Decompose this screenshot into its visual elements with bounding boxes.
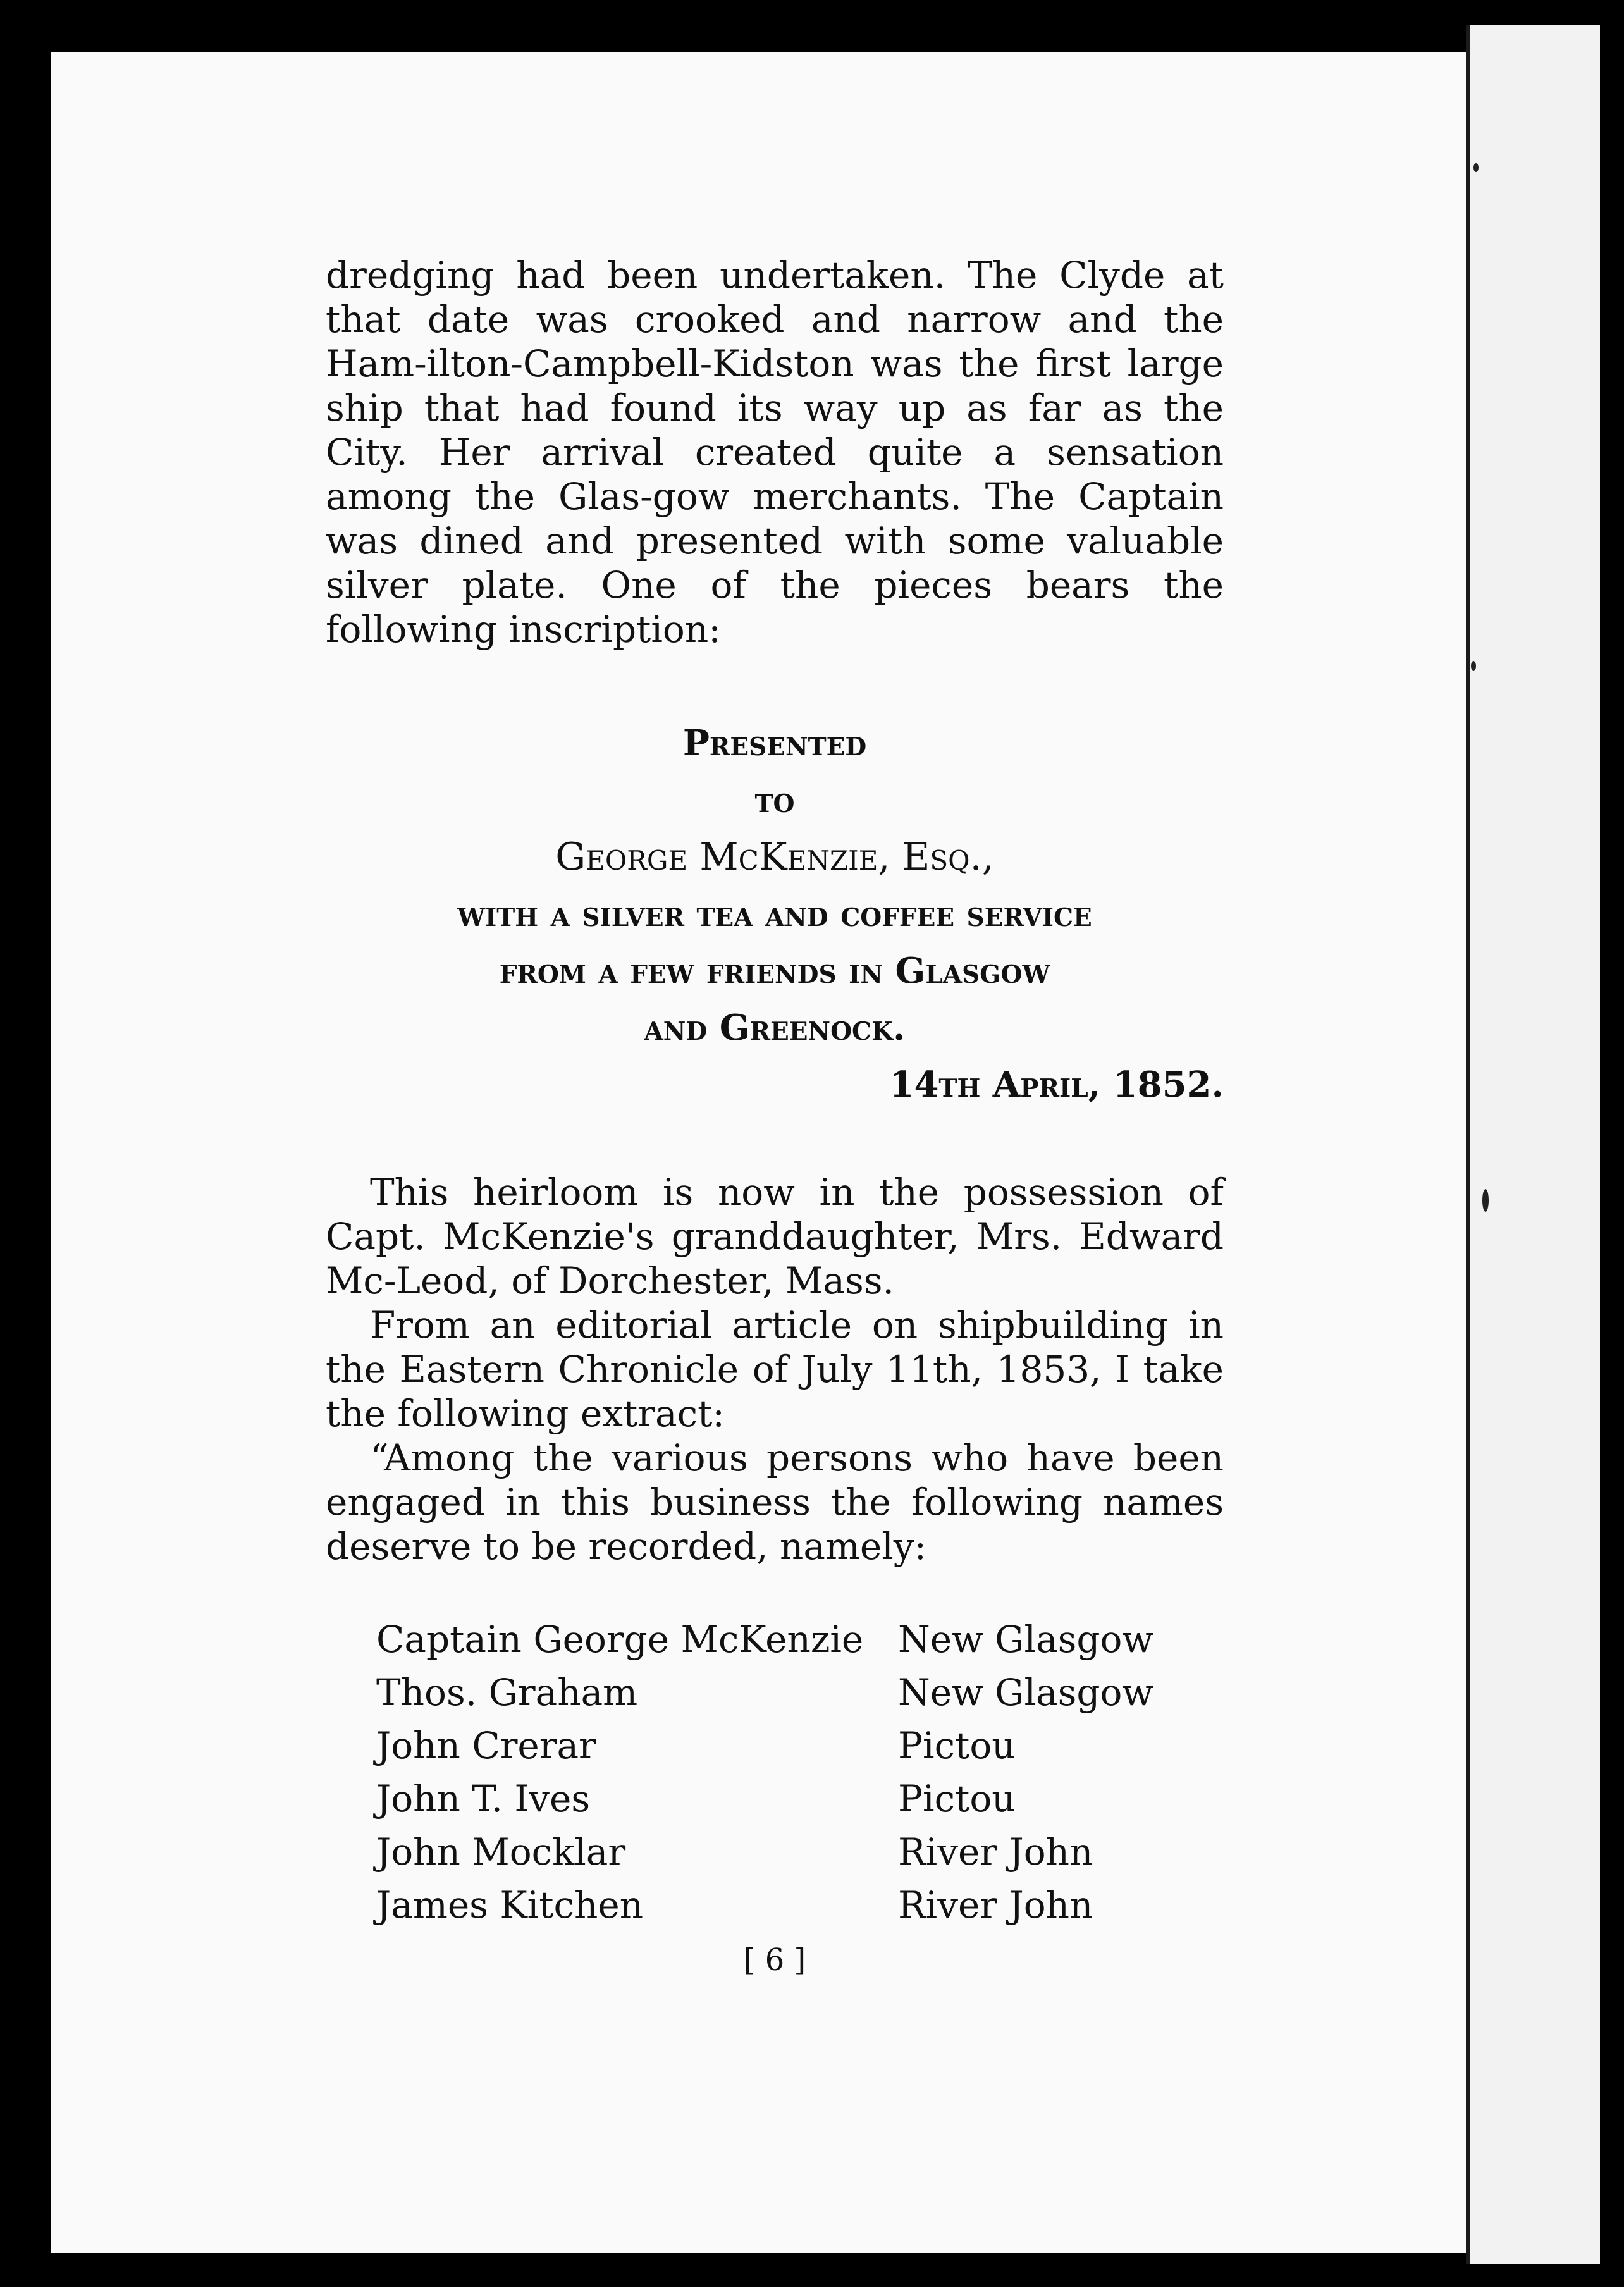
paragraph-heirloom: This heirloom is now in the possession of Capt. McKenzie's granddaughter, Mrs. Edward Mc-Leod, of Dorchester, Mass. — [326, 1171, 1224, 1302]
list-item — [376, 1825, 1224, 1878]
paragraph-clyde: dredging had been undertaken. The Clyde at that date was crooked and narrow and the Ham-ilton-Campbell-Kidston was the first large ship that had found its way up as far as the City. Her arrival created quite a sensation among the Glas-gow merchants. The Captain was dined and presented with some valuable silver plate. One of the pieces bears the following inscription: — [326, 254, 1224, 651]
inscription-recipient: George McKenzie, Esq., — [555, 835, 994, 879]
person-name: James Kitchen — [376, 1883, 644, 1926]
page-fold — [1466, 25, 1470, 2264]
paragraph-editorial: From an editorial article on shipbuilding in the Eastern Chronicle of July 11th, 1853, I take the following extract: — [326, 1304, 1224, 1435]
scan-speck — [1482, 1189, 1489, 1212]
list-item — [376, 1719, 1224, 1772]
person-place: River John — [898, 1830, 1093, 1873]
person-place: New Glasgow — [898, 1618, 1154, 1661]
page-content — [326, 253, 1224, 1982]
person-place: Pictou — [898, 1777, 1016, 1820]
page-number: [ 6 ] — [743, 1942, 806, 1978]
scan-speck — [1471, 661, 1476, 671]
list-item — [376, 1772, 1224, 1825]
person-place: New Glasgow — [898, 1671, 1154, 1714]
person-place: Pictou — [898, 1724, 1016, 1767]
list-item — [376, 1666, 1224, 1719]
person-name: John T. Ives — [376, 1777, 591, 1820]
inscription-block — [326, 715, 1224, 1056]
paragraph-quote: “Among the various persons who have been engaged in this business the following names deserve to be recorded, namely: — [326, 1436, 1224, 1568]
inscription-line: from a few friends in Glasgow — [499, 950, 1050, 992]
person-name: John Crerar — [376, 1724, 596, 1767]
inscription-line: to — [754, 779, 795, 821]
person-name: Captain George McKenzie — [376, 1618, 864, 1661]
inscription-line: Presented — [682, 722, 867, 764]
person-name: John Mocklar — [376, 1830, 626, 1873]
inscription-line: and Greenock. — [644, 1007, 906, 1049]
person-place: River John — [898, 1883, 1093, 1926]
list-item — [376, 1613, 1224, 1666]
person-name: Thos. Graham — [376, 1671, 638, 1714]
list-item — [376, 1878, 1224, 1932]
adjacent-page-edge — [1467, 25, 1600, 2264]
inscription-date: 14th April, 1852. — [889, 1064, 1224, 1106]
names-list — [376, 1613, 1224, 1932]
inscription-line: with a silver tea and coffee service — [457, 893, 1092, 935]
scan-speck — [1473, 163, 1479, 172]
